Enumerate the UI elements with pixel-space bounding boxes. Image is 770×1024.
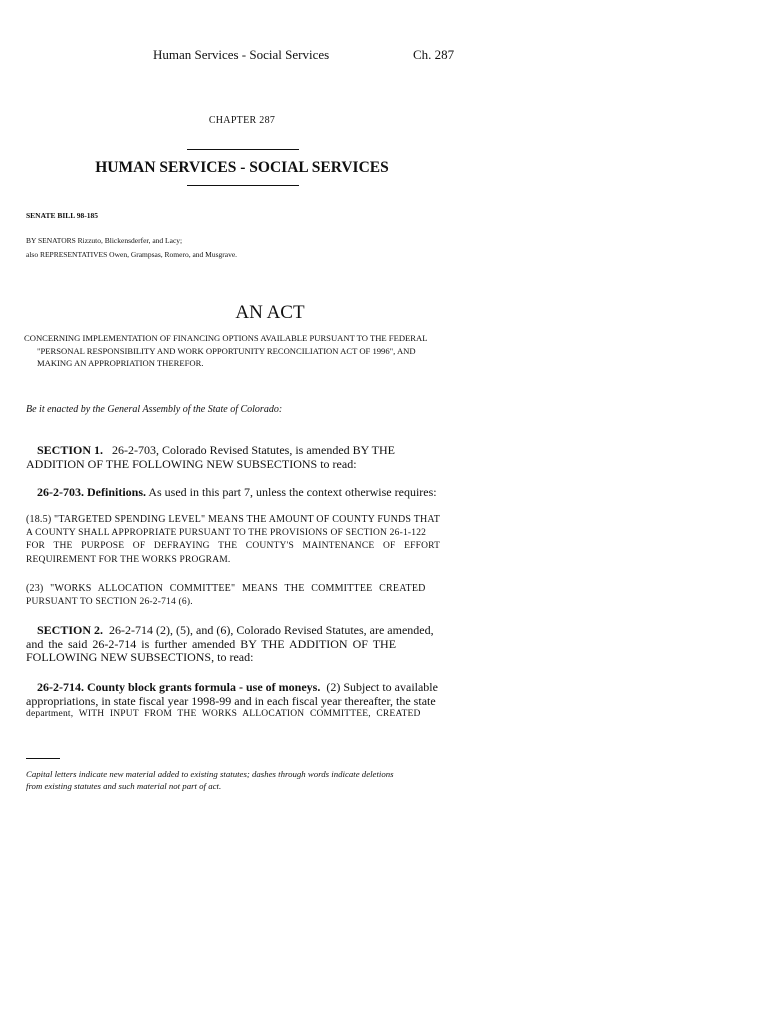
title-rule-top	[187, 149, 299, 150]
block-grants-text-2: appropriations, in state fiscal year 1998-99 and in each fiscal year thereafter, the state	[26, 693, 436, 708]
bill-number: SENATE BILL 98-185	[26, 211, 98, 220]
subsection-23-line-1: (23) "WORKS ALLOCATION COMMITTEE" MEANS THE COMMITTEE CREATED	[26, 583, 426, 594]
bill-sponsors-senators: BY SENATORS Rizzuto, Blickensderfer, and Lacy;	[26, 236, 183, 245]
chapter-label: CHAPTER 287	[208, 115, 276, 126]
section-2-text-2: and the said 26-2-714 is further amended BY THE ADDITION OF THE	[26, 636, 397, 651]
document-title: HUMAN SERVICES - SOCIAL SERVICES	[95, 159, 389, 176]
section-2-label: SECTION 2.	[37, 623, 104, 637]
concerning-line-3: MAKING AN APPROPRIATION THEREFOR.	[37, 358, 204, 368]
subsection-18-5-line-2: A COUNTY SHALL APPROPRIATE PURSUANT TO THE PROVISIONS OF SECTION 26-1-122	[26, 527, 427, 538]
subsection-18-5-line-1: (18.5) "TARGETED SPENDING LEVEL" MEANS THE AMOUNT OF COUNTY FUNDS THAT	[26, 514, 441, 525]
running-header-title: Human Services - Social Services	[153, 47, 330, 62]
section-2-text-1: 26-2-714 (2), (5), and (6), Colorado Revised Statutes, are amended,	[109, 623, 434, 637]
block-grants-text-1: (2) Subject to available	[326, 680, 438, 694]
section-1-text-2: ADDITION OF THE FOLLOWING NEW SUBSECTIONS to read:	[26, 456, 357, 471]
footnote-rule	[26, 758, 60, 759]
subsection-23	[26, 582, 458, 609]
footnote	[26, 768, 458, 792]
block-grants-text-3: department, WITH INPUT FROM THE WORKS ALLOCATION COMMITTEE, CREATED	[26, 709, 421, 719]
section-1-label: SECTION 1.	[37, 443, 104, 457]
bill-sponsors-representatives: also REPRESENTATIVES Owen, Grampsas, Romero, and Musgrave.	[26, 250, 238, 259]
definitions-paragraph	[26, 486, 458, 500]
running-header-chapter: Ch. 287	[413, 47, 455, 62]
footnote-line-2: from existing statutes and such material not part of act.	[26, 781, 222, 791]
subsection-18-5	[26, 513, 458, 567]
subsection-18-5-line-3: FOR THE PURPOSE OF DEFRAYING THE COUNTY'S MAINTENANCE OF EFFORT	[26, 541, 441, 551]
subsection-18-5-line-4: REQUIREMENT FOR THE WORKS PROGRAM.	[26, 554, 231, 565]
block-grants-label: 26-2-714. County block grants formula - use of moneys.	[37, 680, 321, 694]
section-2	[26, 624, 458, 665]
section-1	[26, 444, 458, 471]
block-grants-paragraph	[26, 681, 458, 722]
concerning-line-2: "PERSONAL RESPONSIBILITY AND WORK OPPORTUNITY RECONCILIATION ACT OF 1996", AND	[37, 346, 416, 356]
enacting-clause: Be it enacted by the General Assembly of the State of Colorado:	[26, 404, 283, 415]
section-1-text-1: 26-2-703, Colorado Revised Statutes, is amended BY THE	[112, 443, 395, 457]
act-heading: AN ACT	[235, 302, 305, 323]
footnote-line-1: Capital letters indicate new material added to existing statutes; dashes through words indicate deletions	[26, 769, 394, 779]
title-rule-bottom	[187, 185, 299, 186]
section-2-text-3: FOLLOWING NEW SUBSECTIONS, to read:	[26, 650, 254, 664]
concerning-line-1: CONCERNING IMPLEMENTATION OF FINANCING OPTIONS AVAILABLE PURSUANT TO THE FEDERAL	[24, 333, 428, 343]
definitions-text: As used in this part 7, unless the context otherwise requires:	[148, 485, 437, 499]
definitions-label: 26-2-703. Definitions.	[37, 485, 146, 499]
subsection-23-line-2: PURSUANT TO SECTION 26-2-714 (6).	[26, 596, 193, 607]
